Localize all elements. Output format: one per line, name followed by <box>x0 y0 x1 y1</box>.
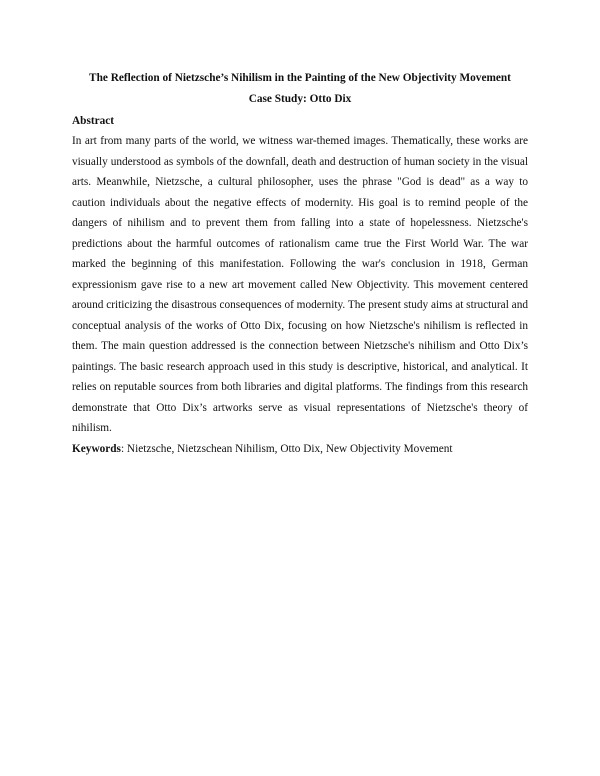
keywords-line <box>72 439 528 459</box>
abstract-heading: Abstract <box>72 115 115 127</box>
keywords-label: Keywords <box>72 442 121 455</box>
keywords-list: : Nietzsche, Nietzschean Nihilism, Otto Dix, New Objectivity Movement <box>120 442 453 455</box>
paper-title-line-2: Case Study: Otto Dix <box>248 93 352 105</box>
paper-page <box>72 68 528 459</box>
abstract-body: In art from many parts of the world, we witness war-themed images. Thematically, these works are visually understood as symbols of the downfall, death and destruction of human society in the visual arts. Meanwhile, Nietzsche, a cultural philosopher, uses the phrase "God is dead" as a way to caution individuals about the negative effects of modernity. His goal is to remind people of the dangers of nihilism and to prevent them from falling into a state of hopelessness. Nietzsche's predictions about the harmful outcomes of rationalism came true the First World War. The war marked the beginning of this manifestation. Following the war's conclusion in 1918, German expressionism gave rise to a new art movement called New Objectivity. This movement centered around criticizing the disastrous consequences of modernity. The present study aims at structural and conceptual analysis of the works of Otto Dix, focusing on how Nietzsche's nihilism is reflected in them. The main question addressed is the connection between Nietzsche's nihilism and Otto Dix’s paintings. The basic research approach used in this study is descriptive, historical, and analytical. It relies on reputable sources from both libraries and digital platforms. The findings from this research demonstrate that Otto Dix’s artworks serve as visual representations of Nietzsche's theory of nihilism. <box>72 135 528 434</box>
paper-title-line-1: The Reflection of Nietzsche’s Nihilism in the Painting of the New Objectivity Movement <box>89 72 511 84</box>
